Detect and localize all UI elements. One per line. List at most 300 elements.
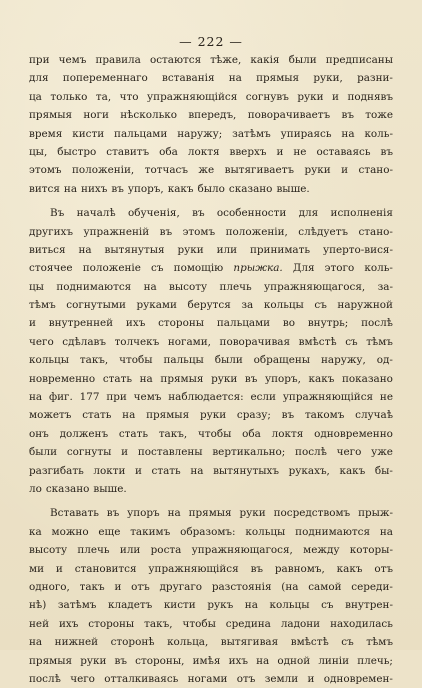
word: чемъ — [58, 54, 87, 66]
word: 177 — [79, 391, 100, 404]
word: кисти — [163, 599, 196, 612]
text-line — [29, 480, 393, 498]
word: ногами — [187, 672, 228, 685]
word: руки, — [313, 72, 343, 85]
word: за- — [377, 280, 393, 293]
word: тѣмъ — [29, 299, 56, 312]
word: другихъ — [29, 225, 74, 238]
text-line — [29, 296, 393, 314]
word: ней — [29, 617, 49, 630]
word: нижней — [54, 636, 99, 649]
text-line — [29, 351, 393, 369]
word: плечь — [219, 280, 252, 293]
word: вится — [29, 182, 60, 195]
text-line — [29, 370, 393, 388]
word: такъ — [79, 580, 105, 593]
word: въ — [114, 654, 128, 667]
word: тотчасъ — [144, 164, 188, 177]
text-line — [29, 241, 393, 259]
word: были — [288, 54, 317, 66]
word: нѣ) — [29, 599, 47, 612]
word: предписаны — [325, 54, 393, 66]
word: положеніи, — [72, 164, 135, 177]
text-line — [29, 143, 393, 161]
word: плечь — [77, 544, 110, 557]
word: стать — [151, 464, 181, 477]
word: послѣ — [29, 672, 61, 685]
word: время — [29, 127, 63, 140]
word: вытягиваетъ — [224, 164, 294, 177]
word: разгибать — [29, 464, 84, 477]
word: руки — [177, 243, 204, 256]
word: руки — [304, 164, 331, 177]
word: пальцами — [216, 317, 271, 330]
word: на — [29, 636, 43, 649]
word: упражняющійся — [282, 391, 374, 404]
word: на — [122, 409, 136, 422]
word: какъ — [336, 562, 363, 575]
word: и — [307, 672, 315, 685]
word: стать — [82, 409, 112, 422]
word: на — [256, 654, 270, 667]
word: руки — [211, 372, 238, 385]
word: съ — [321, 599, 334, 612]
word: не — [379, 391, 393, 404]
word: внутренней — [48, 317, 114, 330]
word: не — [293, 145, 307, 158]
word: и — [276, 145, 284, 158]
text-line — [29, 596, 393, 614]
word: од- — [376, 354, 393, 367]
word: линіи — [318, 654, 350, 667]
text-line — [29, 652, 393, 670]
word: принимать — [249, 243, 311, 256]
word: посредствомъ — [273, 507, 351, 520]
word: кладетъ — [108, 599, 153, 612]
word: вверхъ — [229, 145, 267, 158]
word: на — [341, 127, 355, 140]
word: для — [29, 72, 49, 85]
word: въ — [159, 225, 173, 238]
word: при — [29, 54, 50, 66]
word: коль- — [364, 262, 393, 275]
word: стороны — [158, 317, 205, 330]
word: тѣмъ — [366, 636, 393, 649]
word: упражненій — [83, 225, 150, 238]
word: оба — [159, 145, 178, 158]
word: такомъ — [304, 409, 345, 422]
text-line — [29, 406, 393, 424]
word: ногами, — [167, 335, 211, 348]
word: такъ, — [158, 427, 188, 440]
text-line — [29, 125, 393, 143]
text-line — [29, 51, 393, 69]
word: руки — [239, 507, 266, 520]
word: и — [29, 317, 36, 330]
word: этомъ — [182, 225, 216, 238]
word: въ — [111, 182, 124, 195]
word: наблюдается: — [168, 391, 244, 404]
word: имѣя — [192, 654, 221, 667]
word: затѣмъ — [232, 127, 271, 140]
word: были — [29, 446, 58, 459]
word: которы- — [349, 544, 393, 557]
word: нихъ — [81, 182, 108, 195]
word: чтобы — [197, 427, 232, 440]
word: на — [379, 525, 393, 538]
word: сторонѣ — [110, 636, 155, 649]
word: находилась — [330, 617, 393, 630]
text-line — [29, 106, 393, 124]
word: прямыя — [146, 409, 190, 422]
text-line — [29, 314, 393, 332]
word: правила — [95, 54, 141, 66]
word: руки — [199, 409, 227, 422]
word: обученія, — [128, 207, 180, 220]
word: прямыя — [188, 507, 232, 520]
word: одновремен- — [323, 672, 393, 685]
word: случаѣ — [355, 409, 393, 422]
word: и — [55, 562, 63, 575]
word: согнуты — [66, 446, 112, 459]
word: чего — [29, 335, 54, 348]
word: уперто-вися- — [322, 243, 393, 256]
word: на — [29, 391, 43, 404]
word: нѣсколько — [120, 109, 178, 122]
word: на — [228, 72, 242, 85]
word: прямыя — [160, 372, 204, 385]
word: чемъ — [133, 391, 162, 404]
word: помощію — [173, 262, 224, 275]
word: упираясь — [280, 127, 332, 140]
word: вмѣстѣ — [298, 335, 337, 348]
word: разни- — [357, 72, 393, 85]
word: въ — [192, 207, 205, 220]
word: Въ — [50, 207, 65, 220]
word: рукахъ, — [288, 464, 330, 477]
word: и — [341, 164, 349, 177]
text-line — [29, 462, 393, 480]
word: уже — [371, 446, 393, 459]
word: высоту — [29, 544, 68, 557]
word: на — [139, 372, 153, 385]
word: локти — [93, 464, 126, 477]
word: ихъ — [58, 617, 79, 630]
text-line — [29, 633, 393, 651]
word: съ — [341, 636, 354, 649]
word: прямыя — [29, 654, 73, 667]
word: вытянутыя — [104, 243, 165, 256]
word: отъ — [374, 562, 393, 575]
word: новременно — [29, 372, 96, 385]
word: внутрь; — [307, 317, 349, 330]
word: самой — [308, 580, 342, 593]
word: оставаясь — [316, 145, 371, 158]
word: въ — [106, 507, 120, 520]
word: ихъ — [125, 317, 146, 330]
word: образомъ: — [180, 525, 236, 538]
word: упоръ, — [265, 372, 301, 385]
word: упражняющійся — [148, 562, 239, 575]
word: сразу; — [236, 409, 271, 422]
word: этомъ — [29, 164, 62, 177]
word: упражняющагося, — [191, 544, 293, 557]
word: согнутыми — [66, 299, 126, 312]
word: цы, — [29, 145, 48, 158]
word: высоту — [169, 280, 208, 293]
word: прямыя — [29, 109, 73, 122]
word: вертикально; — [212, 446, 286, 459]
word: руки — [297, 90, 324, 103]
word: Вставать — [50, 507, 99, 520]
word: на — [63, 182, 78, 195]
word: кисти — [72, 127, 105, 140]
word: во — [282, 317, 296, 330]
word: выше. — [276, 182, 310, 195]
word: какъ — [339, 464, 366, 477]
word: рукъ — [207, 599, 234, 612]
word: разстоянія — [211, 580, 272, 593]
word: на — [244, 599, 258, 612]
word: стать — [102, 372, 132, 385]
word: тѣмъ — [366, 335, 393, 348]
word: началѣ — [76, 207, 116, 220]
word: выше. — [93, 482, 127, 495]
word: такимъ — [130, 525, 171, 538]
text-line — [29, 161, 393, 179]
word: отъ — [131, 580, 150, 593]
word: послѣ — [295, 446, 327, 459]
word: стано- — [358, 164, 393, 177]
word: при — [106, 391, 127, 404]
word: кольцы — [269, 599, 310, 612]
word: ихъ — [228, 654, 248, 667]
word: становится — [74, 562, 137, 575]
word: локтя — [187, 145, 220, 158]
word: или — [119, 544, 141, 557]
word: чего — [70, 672, 95, 685]
word: для — [298, 207, 319, 220]
word: исполненія — [330, 207, 393, 220]
word: было — [197, 182, 225, 195]
word: стороны, — [135, 654, 185, 667]
word: (на — [281, 580, 299, 593]
word: положеніе — [82, 262, 141, 275]
word: въ — [341, 109, 354, 122]
text-line — [29, 504, 393, 522]
word: показано — [341, 372, 393, 385]
text-line — [29, 578, 393, 596]
word: попеременнаго — [62, 72, 148, 85]
word: въ — [244, 372, 258, 385]
word: прыж- — [358, 507, 393, 520]
word: только — [50, 90, 88, 103]
word: та, — [95, 90, 112, 103]
word: упоръ, — [127, 182, 164, 195]
word: упражняющійся — [147, 90, 238, 103]
word: толчекъ — [114, 335, 160, 348]
word: фиг. — [48, 391, 73, 404]
word: вытянутыхъ — [213, 464, 280, 477]
body-text — [29, 51, 393, 688]
word: Для — [292, 262, 315, 275]
word: земли — [264, 672, 299, 685]
word: чтобы — [119, 354, 153, 367]
word: кольцы — [29, 354, 69, 367]
word: одной — [277, 654, 311, 667]
word: что — [119, 90, 139, 103]
word: упоръ — [127, 507, 160, 520]
word: равномъ, — [274, 562, 325, 575]
word: впередъ, — [188, 109, 237, 122]
word: и — [114, 580, 122, 593]
word: вытягивая — [220, 636, 279, 649]
word: ми — [29, 562, 45, 575]
word: слѣдуетъ — [298, 225, 349, 238]
word: если — [250, 391, 276, 404]
word: прыжка. — [233, 262, 283, 275]
text-line — [29, 541, 393, 559]
word: особенности — [216, 207, 287, 220]
word: какъ — [308, 372, 335, 385]
word: стороны — [88, 617, 135, 630]
word: какъ — [167, 182, 194, 195]
word: наружу; — [177, 127, 223, 140]
word: чего — [336, 446, 362, 459]
word: локтя — [271, 427, 304, 440]
word: плечь; — [357, 654, 393, 667]
word: ладони — [280, 617, 321, 630]
word: можетъ — [29, 409, 72, 422]
word: руки — [80, 654, 107, 667]
word: вставанія — [162, 72, 215, 85]
word: онъ — [29, 427, 49, 440]
word: ноги — [83, 109, 109, 122]
word: сказано — [228, 182, 273, 195]
text-line — [29, 333, 393, 351]
word: пальцы — [163, 354, 204, 367]
word: и — [135, 464, 142, 477]
word: долженъ — [59, 427, 109, 440]
word: остаются — [149, 54, 202, 66]
text-line — [29, 278, 393, 296]
word: же — [198, 164, 215, 177]
word: стоячее — [29, 262, 73, 275]
word: руками — [136, 299, 177, 312]
word: на — [143, 280, 157, 293]
text-line — [29, 523, 393, 541]
text-line — [29, 69, 393, 87]
word: отталкиваясь — [104, 672, 179, 685]
word: на — [190, 464, 204, 477]
text-line — [29, 560, 393, 578]
word: можно — [51, 525, 89, 538]
word: поворачиваетъ — [247, 109, 331, 122]
word: стано- — [358, 225, 393, 238]
word: въ — [380, 145, 393, 158]
word: цы — [29, 280, 44, 293]
word: другаго — [159, 580, 203, 593]
word: ца — [29, 90, 42, 103]
word: виться — [29, 243, 66, 256]
text-line — [29, 180, 393, 198]
word: и — [121, 446, 129, 459]
word: съ — [314, 299, 327, 312]
word: берутся — [187, 299, 231, 312]
word: поднимаются — [295, 525, 371, 538]
word: ло — [29, 482, 42, 495]
word: оба — [242, 427, 261, 440]
word: еще — [98, 525, 121, 538]
word: быстро — [57, 145, 97, 158]
text-line — [29, 670, 393, 688]
word: обращены — [253, 354, 311, 367]
word: на — [78, 243, 92, 256]
text-line — [29, 443, 393, 461]
word: кольца, — [167, 636, 209, 649]
word: вмѣстѣ — [290, 636, 329, 649]
word: на — [167, 507, 181, 520]
text-line — [29, 88, 393, 106]
text-line — [29, 615, 393, 633]
word: съ — [345, 335, 358, 348]
word: и — [332, 90, 339, 103]
word: стать — [118, 427, 149, 440]
word: какія — [250, 54, 280, 66]
word: коль- — [364, 127, 393, 140]
word: прямыя — [256, 72, 300, 85]
word: такъ, — [79, 354, 109, 367]
word: кольцы — [263, 299, 304, 312]
text-line — [29, 223, 393, 241]
word: такъ, — [144, 617, 173, 630]
word: затѣмъ — [57, 599, 97, 612]
word: сказано — [45, 482, 90, 495]
word: бы- — [374, 464, 393, 477]
text-line — [29, 259, 393, 277]
word: поднимаются — [56, 280, 132, 293]
text-line — [29, 425, 393, 443]
word: средина — [225, 617, 271, 630]
text-line — [29, 204, 393, 222]
word: послѣ — [361, 317, 393, 330]
word: были — [214, 354, 243, 367]
word: чтобы — [182, 617, 216, 630]
word: за — [241, 299, 254, 312]
word: между — [303, 544, 340, 557]
word: поднявъ — [347, 90, 393, 103]
word: тѣже, — [210, 54, 242, 66]
word: этого — [324, 262, 355, 275]
word: одного, — [29, 580, 70, 593]
word: роста — [150, 544, 182, 557]
word: поставлены — [137, 446, 203, 459]
word: сдѣлавъ — [62, 335, 107, 348]
word: положеніи, — [225, 225, 288, 238]
word: ставитъ — [106, 145, 150, 158]
page-number: — 222 — — [179, 34, 243, 49]
word: отъ — [236, 672, 256, 685]
word: согнувъ — [245, 90, 289, 103]
word: ка — [29, 525, 42, 538]
word: внутрен- — [345, 599, 393, 612]
word: наружной — [337, 299, 393, 312]
word: въ — [250, 562, 264, 575]
word: пальцами — [114, 127, 168, 140]
word: поворачивая — [219, 335, 291, 348]
word: одновременно — [314, 427, 393, 440]
word: упражняющагося, — [264, 280, 366, 293]
